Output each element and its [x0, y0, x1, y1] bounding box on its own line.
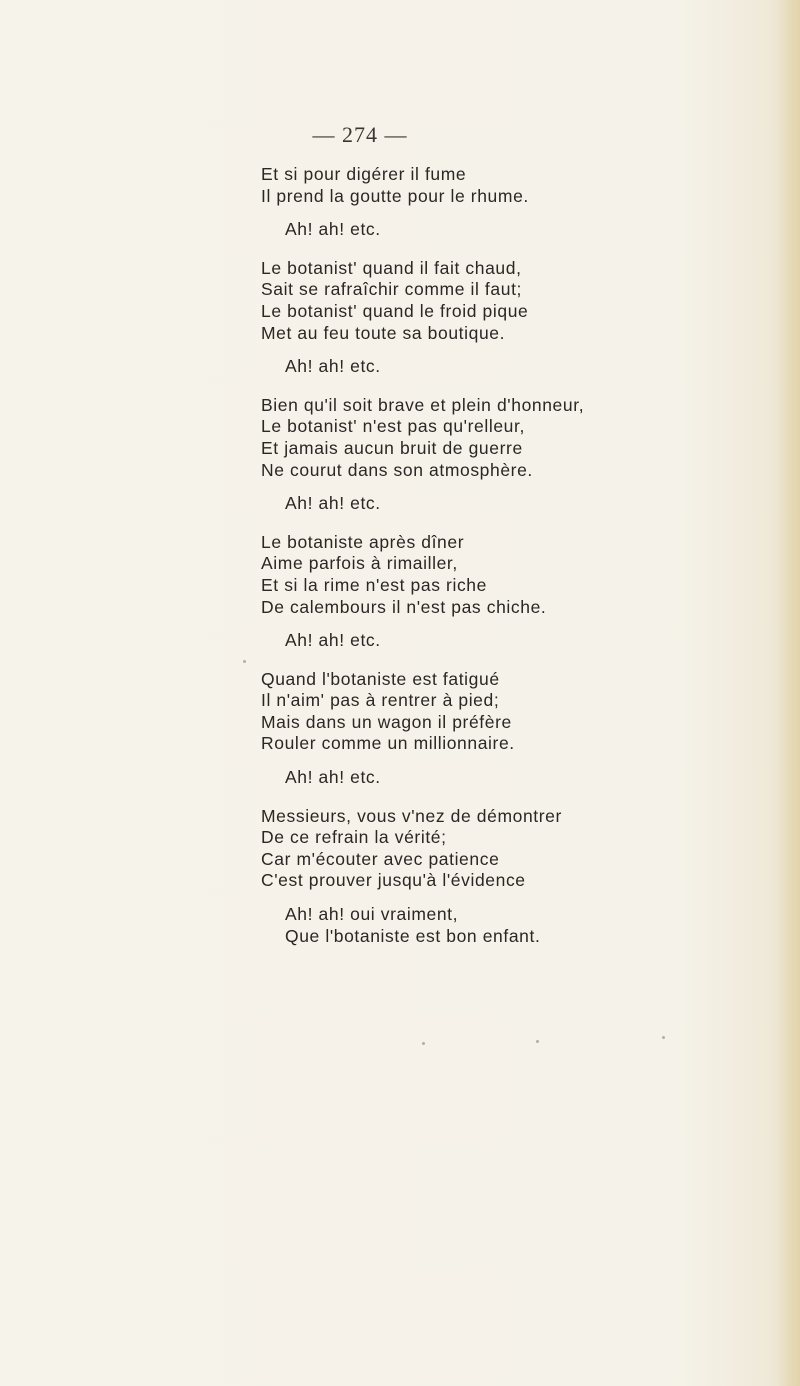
verse-line: Le botanist' n'est pas qu'relleur,	[261, 416, 525, 437]
verse-line: C'est prouver jusqu'à l'évidence	[261, 870, 526, 891]
verse-line: Et si la rime n'est pas riche	[261, 574, 487, 595]
verse-line: Bien qu'il soit brave et plein d'honneur,	[261, 394, 585, 415]
verse-line: De ce refrain la vérité;	[261, 827, 447, 848]
stanza-5	[261, 669, 781, 789]
verse-line: Le botanist' quand il fait chaud,	[261, 257, 522, 278]
page-number: — 274 —	[312, 122, 408, 147]
paper-speck	[243, 660, 246, 663]
verse-line: Rouler comme un millionnaire.	[261, 733, 515, 754]
refrain-line: Ah! ah! oui vraiment,	[285, 904, 459, 925]
refrain-line: Ah! ah! etc.	[285, 493, 381, 514]
verse-line: Il n'aim' pas à rentrer à pied;	[261, 690, 500, 711]
verse-line: Ne courut dans son atmosphère.	[261, 459, 533, 480]
refrain-line: Ah! ah! etc.	[285, 356, 381, 377]
verse-line: Et si pour digérer il fume	[261, 164, 467, 184]
verse-line: Mais dans un wagon il préfère	[261, 711, 512, 732]
stanza-1	[261, 164, 781, 241]
paper-speck	[422, 1042, 425, 1045]
refrain-line: Ah! ah! etc.	[285, 219, 381, 240]
stanza-2	[261, 258, 781, 378]
verse-line: Met au feu toute sa boutique.	[261, 322, 506, 343]
verse-line: Sait se rafraîchir comme il faut;	[261, 279, 522, 300]
paper-speck	[536, 1040, 539, 1043]
stanza-3	[261, 395, 781, 515]
verse-line: Car m'écouter avec patience	[261, 848, 500, 869]
verse-line: Et jamais aucun bruit de guerre	[261, 437, 523, 458]
refrain-line: Ah! ah! etc.	[285, 767, 381, 788]
stanza-6	[261, 806, 781, 948]
paper-speck	[662, 1036, 665, 1039]
refrain-line: Que l'botaniste est bon enfant.	[285, 925, 541, 946]
verse-line: Aime parfois à rimailler,	[261, 553, 458, 574]
verse-line: De calembours il n'est pas chiche.	[261, 596, 547, 617]
stanza-4	[261, 532, 781, 652]
verse-line: Il prend la goutte pour le rhume.	[261, 185, 529, 206]
page-edge-stain	[778, 0, 800, 1386]
verse-line: Quand l'botaniste est fatigué	[261, 668, 500, 689]
verse-line: Messieurs, vous v'nez de démontrer	[261, 805, 562, 826]
refrain-line: Ah! ah! etc.	[285, 630, 381, 651]
verse-line: Le botaniste après dîner	[261, 531, 465, 552]
poem	[261, 164, 781, 964]
verse-line: Le botanist' quand le froid pique	[261, 300, 529, 321]
